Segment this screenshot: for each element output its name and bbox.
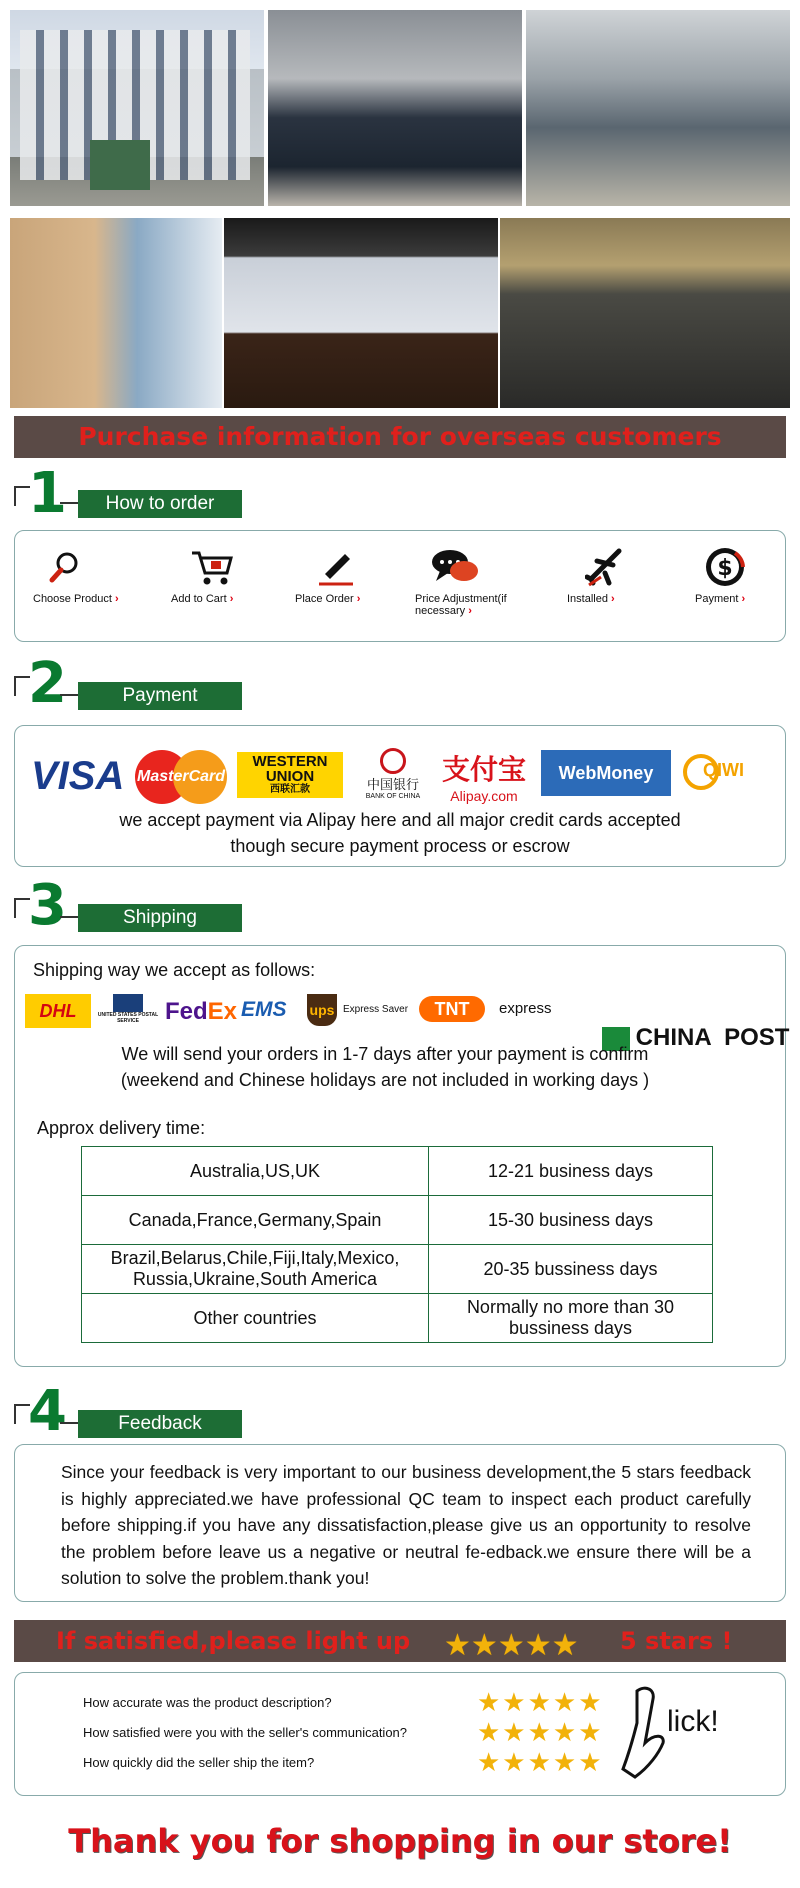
rating-question-2: How satisfied were you with the seller's communication? bbox=[83, 1725, 408, 1740]
step-label: Choose Product bbox=[33, 593, 112, 605]
rating-box bbox=[14, 1672, 786, 1796]
step-label: Place Order bbox=[295, 593, 354, 605]
bank-of-china-logo: 中国银行 BANK OF CHINA bbox=[355, 748, 431, 800]
payment-box bbox=[14, 725, 786, 867]
shipping-intro: Shipping way we accept as follows: bbox=[33, 960, 316, 980]
mastercard-logo: MasterCard bbox=[135, 750, 227, 804]
eagle-icon bbox=[113, 994, 143, 1012]
feedback-box bbox=[14, 1444, 786, 1602]
cart-icon bbox=[171, 541, 251, 593]
webmoney-logo: WebMoney bbox=[541, 750, 671, 796]
delivery-time-table bbox=[81, 1146, 713, 1343]
step-label: Price Adjustment(if necessary bbox=[415, 593, 507, 617]
step-place-order: Place Order › bbox=[295, 541, 415, 605]
section-4-number: 4 bbox=[28, 1379, 67, 1444]
step-payment: $ Payment › bbox=[695, 541, 800, 605]
alipay-logo: 支付宝 Alipay.com bbox=[441, 754, 526, 804]
step-price-adjustment: Price Adjustment(if necessary › bbox=[415, 541, 525, 617]
section-shipping-title: Shipping bbox=[78, 904, 242, 932]
section-payment-title: Payment bbox=[78, 682, 242, 710]
table-row: Brazil,Belarus,Chile,Fiji,Italy,Mexico, Russia,Ukraine,South America 20-35 bussiness days bbox=[82, 1245, 713, 1294]
rating-question-1: How accurate was the product description? bbox=[83, 1695, 332, 1710]
pencil-icon bbox=[295, 541, 375, 593]
step-add-to-cart: Add to Cart › bbox=[171, 541, 291, 605]
bank-of-china-icon bbox=[380, 748, 406, 774]
western-union-logo: WESTERN UNION 西联汇款 bbox=[237, 752, 343, 798]
star-icon: ★ bbox=[444, 1628, 471, 1663]
section-3-number: 3 bbox=[28, 873, 67, 938]
photo-office bbox=[500, 218, 790, 408]
five-stars-banner: If satisfied,please light up ★★★★★ 5 stars ! bbox=[14, 1620, 786, 1662]
banner-stars bbox=[444, 1626, 579, 1668]
star-icon: ★ bbox=[470, 1628, 498, 1663]
delivery-title: Approx delivery time: bbox=[37, 1118, 206, 1138]
ems-logo: EMS bbox=[241, 998, 287, 1021]
section-feedback-title: Feedback bbox=[78, 1410, 242, 1438]
rating-stars-2[interactable]: ★★★★★ bbox=[477, 1717, 604, 1747]
star-icon: ★ bbox=[551, 1628, 579, 1663]
usps-logo: UNITED STATES POSTAL SERVICE bbox=[95, 994, 161, 1028]
magnifier-icon bbox=[33, 541, 95, 593]
step-label: Add to Cart bbox=[171, 593, 227, 605]
tnt-logo: TNT bbox=[419, 996, 485, 1022]
dollar-icon bbox=[695, 541, 755, 593]
thank-you-text: Thank you for shopping in our store! bbox=[68, 1822, 732, 1860]
photo-factory-building bbox=[10, 10, 264, 206]
rating-stars-1[interactable]: ★★★★★ bbox=[477, 1687, 604, 1717]
photo-showroom bbox=[224, 218, 498, 408]
visa-logo: VISA bbox=[31, 754, 125, 798]
express-label: express bbox=[499, 1000, 552, 1017]
shipping-note-line1: We will send your orders in 1-7 days after your payment is confirm bbox=[121, 1044, 649, 1064]
chat-icon bbox=[415, 541, 495, 593]
dhl-logo: DHL bbox=[25, 994, 91, 1028]
rating-stars-3[interactable]: ★★★★★ bbox=[477, 1747, 604, 1777]
china-post-logo: CHINA POST bbox=[575, 996, 789, 1080]
table-row: Canada,France,Germany,Spain 15-30 business days bbox=[82, 1196, 713, 1245]
step-choose-product: Choose Product › bbox=[33, 541, 153, 605]
table-row: Other countries Normally no more than 30 bussiness days bbox=[82, 1294, 713, 1343]
section-2-number: 2 bbox=[28, 651, 67, 716]
table-row: Australia,US,UK 12-21 business days bbox=[82, 1147, 713, 1196]
section-1-number: 1 bbox=[28, 461, 67, 526]
purchase-info-banner: Purchase information for overseas customers bbox=[14, 416, 786, 458]
ups-logo: ups Express Saver bbox=[307, 994, 435, 1028]
svg-text:$: $ bbox=[717, 556, 733, 581]
shipping-note-line2: (weekend and Chinese holidays are not included in working days ) bbox=[120, 1070, 650, 1090]
step-installed: Installed › bbox=[567, 541, 687, 605]
photo-warehouse bbox=[10, 218, 222, 408]
fedex-logo: FedEx bbox=[165, 998, 238, 1025]
shipping-box bbox=[14, 945, 790, 1367]
section-how-to-order-title: How to order bbox=[78, 490, 242, 518]
feedback-text: Since your feedback is very important to our business development,the 5 stars feedback is highly appreciated.we have professional QC team to inspect each product carefully before shipping.if you have any dissatisfaction,please give us an opportunity to resolve the problem before leave us a negative or neutral fe-edback.we ensure there will be a solution to solve the problem.thank you! bbox=[61, 1462, 751, 1588]
payment-text-line1: we accept payment via Alipay here and all major credit cards accepted bbox=[119, 810, 681, 830]
rating-question-3: How quickly did the seller ship the item? bbox=[83, 1755, 315, 1770]
payment-text-line2: though secure payment process or escrow bbox=[230, 836, 570, 856]
qiwi-logo: QIWI bbox=[683, 752, 773, 796]
photo-cutting-table bbox=[268, 10, 522, 206]
star-icon: ★ bbox=[524, 1628, 552, 1663]
how-to-order-box bbox=[14, 530, 786, 642]
step-label: Payment bbox=[695, 593, 739, 605]
step-label: Installed bbox=[567, 593, 608, 605]
star-icon: ★ bbox=[497, 1628, 525, 1663]
click-label: lick! bbox=[667, 1705, 719, 1738]
photo-sewing-floor bbox=[526, 10, 790, 206]
airplane-icon bbox=[567, 541, 643, 593]
